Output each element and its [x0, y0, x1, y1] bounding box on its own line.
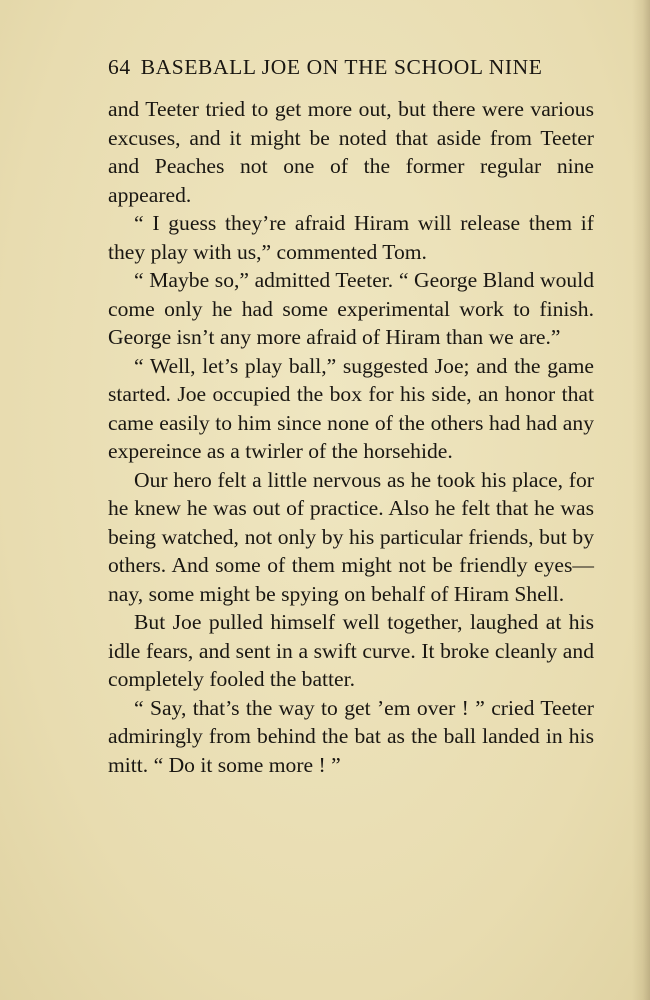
- running-header: [108, 52, 588, 82]
- paragraph: “ Maybe so,” admitted Teeter. “ George Bland would come only he had some experimental work to finish. George isn’t any more afraid of Hiram than we are.”: [108, 268, 594, 349]
- paragraph: “ Well, let’s play ball,” suggested Joe; and the game started. Joe occupied the box for his side, an honor that came easily to him since none of the others had had any expereince as a twirler of the horsehide.: [108, 353, 594, 463]
- running-title: BASEBALL JOE ON THE SCHOOL NINE: [140, 55, 543, 79]
- body-text: [108, 95, 594, 779]
- paragraph: “ I guess they’re afraid Hiram will release them if they play with us,” commented Tom.: [108, 211, 594, 264]
- page-number: 64: [108, 55, 131, 79]
- page-edge-shadow: [632, 0, 650, 1000]
- paragraph-continuation: and Teeter tried to get more out, but there were various excuses, and it might be noted that aside from Teeter and Peaches not one of the former regular nine appeared.: [108, 97, 594, 207]
- paragraph: “ Say, that’s the way to get ’em over ! ” cried Teeter admiringly from behind the bat as the ball landed in his mitt. “ Do it some more ! ”: [108, 695, 594, 777]
- paragraph: Our hero felt a little nervous as he took his place, for he knew he was out of practice. Also he felt that he was being watched, not only by his particular friends, but by others. And some of them might not be friendly eyes—nay, some might be spying on behalf of Hiram Shell.: [108, 467, 594, 606]
- paragraph: But Joe pulled himself well together, laughed at his idle fears, and sent in a swift curve. It broke cleanly and completely fooled the batter.: [108, 610, 594, 691]
